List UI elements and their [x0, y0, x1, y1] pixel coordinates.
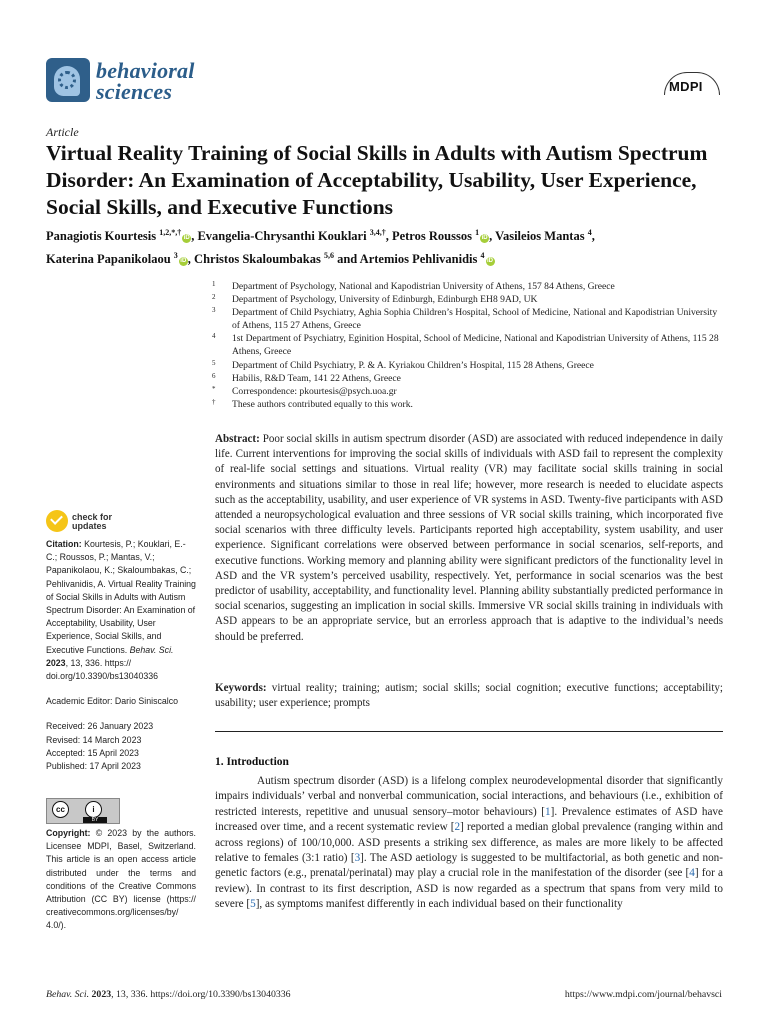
orcid-icon[interactable]: iD	[487, 258, 494, 265]
affiliation-item: 4 1st Department of Psychiatry, Eginition Hospital, School of Medicine, National and Kapodistrian University of Athens, 115 28 Athens, Greece	[212, 332, 719, 358]
cc-by-license-badge[interactable]	[46, 798, 120, 824]
citation-link[interactable]: 1	[545, 805, 551, 818]
citation-link[interactable]: 4	[689, 867, 695, 880]
revised-date: Revised: 14 March 2023	[46, 734, 142, 745]
keywords-text: virtual reality; training; autism; social skills; social cognition; executive functions; acceptability; usability; user experience; prompts	[215, 682, 723, 710]
check-icon	[46, 510, 68, 532]
footer-journal-url[interactable]: https://www.mdpi.com/journal/behavsci	[564, 989, 722, 1000]
author[interactable]: Christos Skaloumbakas $^{5,6}$	[194, 251, 334, 267]
section-heading: 1. Introduction	[215, 756, 289, 768]
updates-label: updates	[72, 521, 107, 531]
citation: Citation: Kourtesis, P.; Kouklari, E.-C.; Roussos, P.; Mantas, V.; Papanikolaou, K.; Skaloumbakas, C.; Pehlivanidis, A. Virtual Reality Training of Social Skills in Adults with Autism Spectrum Disorder: An Examination of Acceptability, Usability, User Experience, Social Skills, and Executive Functions. Behav. Sci. 2023, 13, 336. https:// doi.org/10.3390/bs13040336	[46, 539, 196, 682]
affiliation-item: 6 Habilis, R&D Team, 141 22 Athens, Greece	[212, 371, 401, 384]
footer-citation[interactable]: Behav. Sci. 2023, 13, 336. https://doi.org/10.3390/bs13040336	[46, 989, 291, 1000]
journal-name-line2: sciences	[96, 79, 173, 104]
introduction-paragraph: Autism spectrum disorder (ASD) is a lifelong complex neurodevelopmental disorder that significantly impairs individuals’ verbal and nonverbal communication, social interactions, and behaviours (i.e., exhibition of restricted interests, repetitive and unusual sensory–motor behaviours) [1]. Prevalence estimates of ASD have increased over time, and a recent systematic review [2] reported a median global prevalence (ranging within and across regions) of 100/10,000. ASD presents a striking sex difference, as males are more likely to be affected relative to females (3:1 ratio) [3]. The ASD aetiology is suggested to be multifactorial, as both genetic and non-genetic factors (e.g., prenatal/perinatal) may play a crucial role in the manifestation of the disorder (see [4] for a review). In contrast to its first description, ASD is now regarded as a spectrum that spans from very mild to severe [5], as symptoms manifest differently in each individual based on their functionality	[215, 775, 723, 911]
affiliation-item: 3 Department of Child Psychiatry, Aghia Sophia Children’s Hospital, School of Medicine, National and Kapodistrian University of Athens, 115 27 Athens, Greece	[212, 306, 718, 332]
section-divider	[215, 731, 723, 732]
mdpi-logo[interactable]	[664, 72, 720, 96]
orcid-icon[interactable]: iD	[183, 235, 190, 242]
author[interactable]: Petros Roussos $^1$iD	[391, 228, 488, 244]
cc-icon: cc	[52, 801, 69, 818]
author[interactable]: Evangelia-Chrysanthi Kouklari $^{3,4,\dagger}$	[197, 228, 386, 244]
copyright-notice: Copyright: © 2023 by the authors. Licensee MDPI, Basel, Switzerland. This article is an open access article distributed under the terms and conditions of the Creative Commons Attribution (CC BY) license (https:// creativecommons.org/licenses/by/ 4.0/).	[46, 828, 196, 931]
abstract-text: Poor social skills in autism spectrum disorder (ASD) are associated with reduced independence in daily life. Current interventions for improving the social skills of individuals with ASD fail to represent the complexity of real-life social settings and situations. Virtual reality (VR) may facilitate social skills training in social environments and situations similar to those in real life; however, more research is needed to elucidate aspects such as the acceptability, usability, and user experience of VR systems in ASD. Twenty-five participants with ASD attended a neuropsychological evaluation and three sessions of VR social skills training, which incorporated five social scenarios with three difficulty levels. Participants reported high acceptability, system usability, and user experience. Significant correlations were observed between performance in social scenarios, self-reports, and executive functions. Working memory and planning ability were significant predictors of the functionality level in ASD and the VR system’s perceived usability, respectively. Yet, performance in social scenarios was the best predictor of usability, acceptability, and functionality level. Planning ability substantially predicted performance in social scenarios, suggesting an implication in social skills. Immersive VR social skills training in individuals with ASD appears to be an appropriate service, but an errorless approach that is adaptive to the individual’s needs should be preferred.	[215, 433, 723, 643]
correspondence[interactable]: * Correspondence: pkourtesis@psych.uoa.gr	[212, 384, 397, 397]
accepted-date: Accepted: 15 April 2023	[46, 747, 139, 758]
received-date: Received: 26 January 2023	[46, 721, 154, 732]
check-for-label: check for	[72, 512, 113, 522]
by-label: BY	[83, 817, 107, 823]
orcid-icon[interactable]: iD	[481, 235, 488, 242]
author[interactable]: Panagiotis Kourtesis $^{1,2,*,\dagger}$iD	[46, 228, 190, 244]
citation-link[interactable]: 5	[250, 898, 256, 911]
attribution-icon: i	[85, 801, 102, 818]
affiliation-item: 1 Department of Psychology, National and Kapodistrian University of Athens, 157 84 Athens, Greece	[212, 280, 615, 292]
affiliations	[212, 280, 724, 411]
sidebar-info	[46, 538, 196, 773]
publisher-name: MDPI	[669, 79, 703, 94]
author[interactable]: Katerina Papanikolaou $^3$iD	[46, 251, 187, 267]
affiliation-item: 5 Department of Child Psychiatry, P. & A. Kyriakou Children’s Hospital, 115 28 Athens, Greece	[212, 358, 594, 371]
citation-link[interactable]: 2	[454, 821, 461, 834]
orcid-icon[interactable]: iD	[180, 258, 187, 265]
keywords-label: Keywords:	[215, 682, 267, 694]
gear-icon	[58, 71, 76, 89]
check-for-updates-button[interactable]	[46, 510, 136, 536]
affiliation-item: 2 Department of Psychology, University of Edinburgh, Edinburgh EH8 9AD, UK	[212, 293, 538, 306]
abstract	[215, 432, 723, 645]
author-list: Panagiotis Kourtesis $^{1,2,*,\dagger}$iD , Evangelia-Chrysanthi Kouklari $^{3,4,\dagger}$, Petros Roussos $^1$iD , Vasileios Mantas $^4$, Katerina Papanikolaou $^3$iD , Christos Skaloumbakas $^{5,6}$ and Artemios Pehlivanidis $^4$iD	[46, 228, 595, 267]
author[interactable]: Vasileios Mantas $^4$	[495, 228, 592, 244]
author[interactable]: Artemios Pehlivanidis $^4$iD	[359, 251, 494, 267]
journal-name[interactable]	[96, 60, 195, 102]
academic-editor: Academic Editor: Dario Siniscalco	[46, 696, 179, 707]
journal-logo-icon	[46, 58, 90, 102]
citation-doi-link[interactable]: doi.org/10.3390/bs13040336	[46, 671, 159, 682]
journal-name-line1: behavioral	[96, 58, 195, 83]
equal-contribution-note: † These authors contributed equally to this work.	[212, 397, 413, 410]
keywords	[215, 681, 723, 711]
citation-link[interactable]: 3	[354, 852, 361, 865]
article-type: Article	[46, 125, 79, 139]
abstract-label: Abstract:	[215, 433, 260, 445]
paper-title: Virtual Reality Training of Social Skills in Adults with Autism Spectrum Disorder: An Examination of Acceptability, Usability, User Experience, Social Skills, and Executive Functions	[46, 141, 708, 219]
published-date: Published: 17 April 2023	[46, 761, 141, 772]
